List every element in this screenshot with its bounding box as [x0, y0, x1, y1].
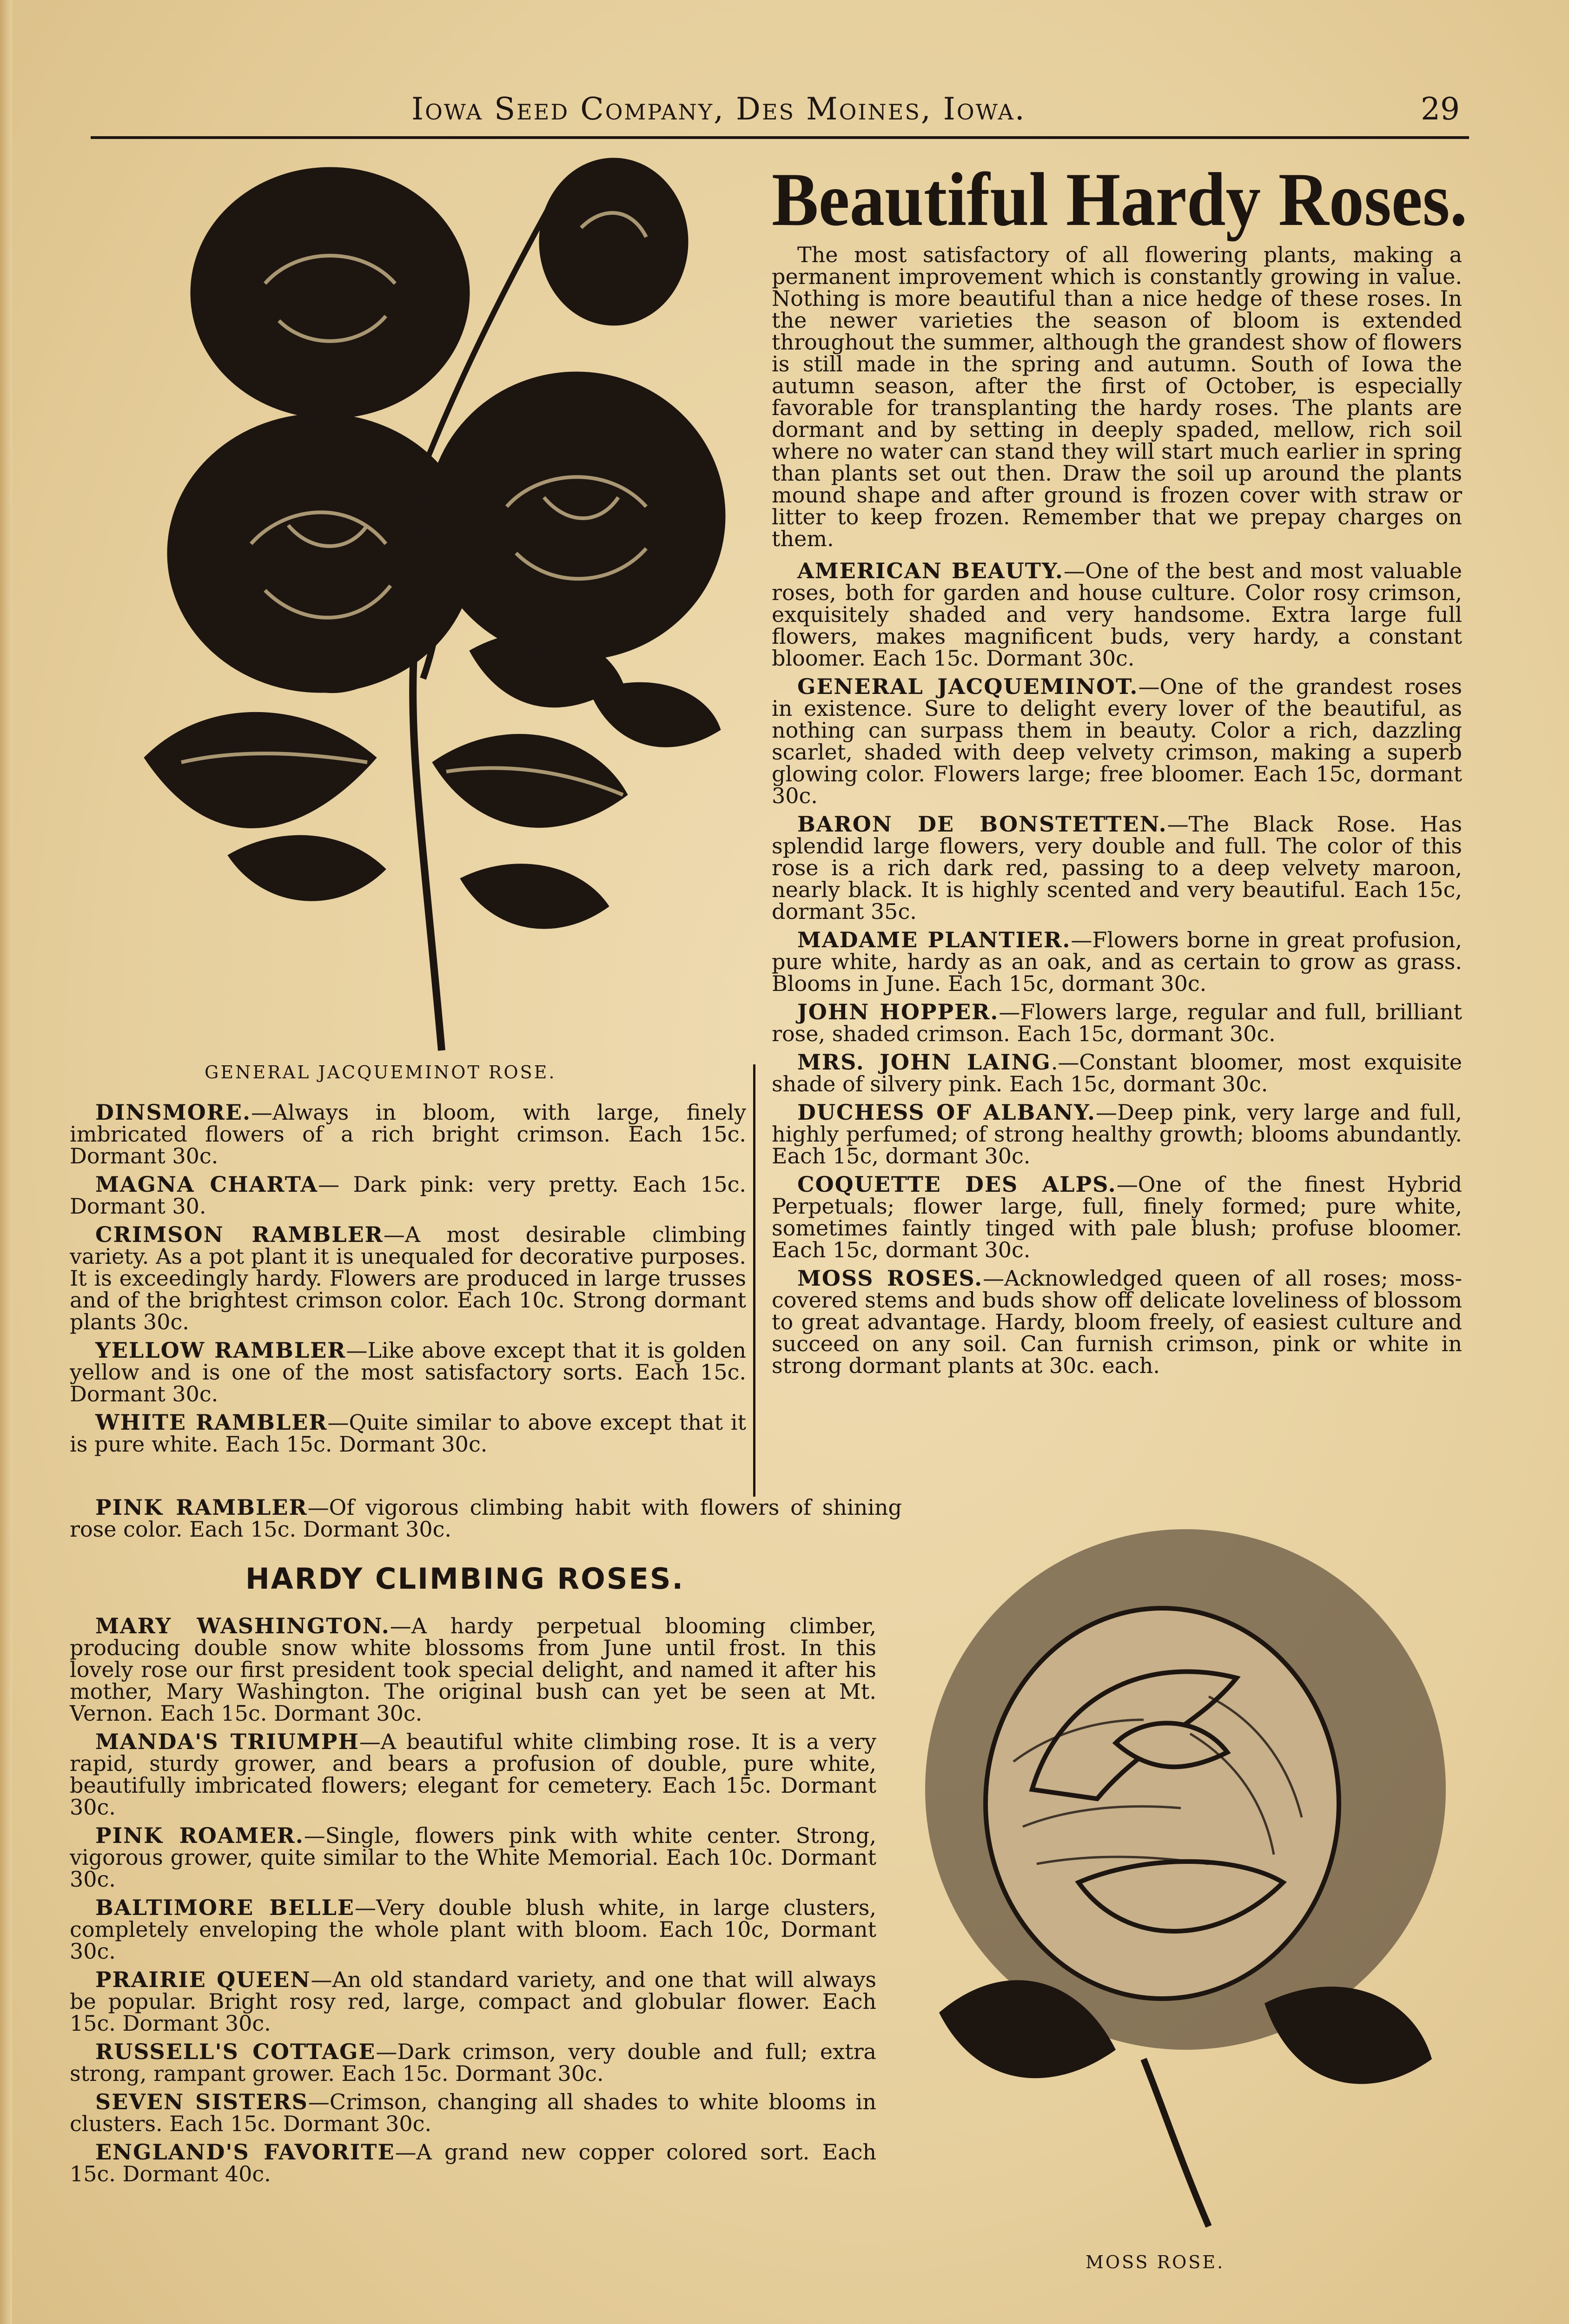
general-jacqueminot-caption: GENERAL JACQUEMINOT ROSE. [205, 1062, 556, 1083]
rose-name: YELLOW RAMBLER [95, 1338, 346, 1363]
rose-description: —A grand new copper colored sort. Each 15c. Dormant 40c. [70, 2139, 876, 2186]
moss-rose-illustration [883, 1501, 1488, 2236]
page-number: 29 [1421, 91, 1460, 127]
rose-name: MOSS ROSES. [797, 1266, 983, 1291]
rose-name: PINK RAMBLER [95, 1495, 308, 1520]
moss-rose-caption: MOSS ROSE. [1086, 2252, 1225, 2272]
rose-name: COQUETTE DES ALPS. [797, 1172, 1117, 1197]
rose-entry [70, 1969, 876, 2034]
rose-name: BARON DE BONSTETTEN. [797, 812, 1167, 837]
rose-entry [70, 1731, 876, 1818]
rose-name: CRIMSON RAMBLER [95, 1222, 384, 1247]
rose-entry [772, 1174, 1462, 1261]
rose-name: BALTIMORE BELLE [95, 1895, 355, 1920]
rose-name: MADAME PLANTIER. [797, 927, 1071, 952]
rose-description: —Crimson, changing all shades to white blooms in clusters. Each 15c. Dormant 30c. [70, 2089, 876, 2136]
rose-description: —An old standard variety, and one that will always be popular. Bright rosy red, large, compact and globular flower. Each 15c. Dormant 30c. [70, 1967, 876, 2036]
rose-name: MARY WASHINGTON. [95, 1613, 390, 1638]
climbing-roses-column [70, 1615, 876, 2192]
rose-description: —Quite similar to above except that it is pure white. Each 15c. Dormant 30c. [70, 1410, 746, 1457]
page-headline: Beautiful Hardy Roses. [772, 158, 1468, 242]
rose-name: MRS. JOHN LAING [797, 1050, 1051, 1075]
rose-name: MAGNA CHARTA [95, 1172, 318, 1197]
rose-name: DINSMORE. [95, 1100, 251, 1125]
rose-name: PRAIRIE QUEEN [95, 1967, 311, 1992]
rose-name: SEVEN SISTERS [95, 2089, 308, 2114]
rose-description: —Single, flowers pink with white center. Strong, vigorous grower, quite similar to the White Memorial. Each 10c. Dormant 30c. [70, 1823, 876, 1892]
right-column [772, 244, 1462, 1383]
rose-entry [70, 1615, 876, 1724]
rose-description: —One of the grandest roses in existence. Sure to delight every lover of the beautiful, as nothing can surpass them in beauty. Color a rich, dazzling scarlet, shaded with deep velvety crimson, making a superb glowing color. Flowers large; free bloomer. Each 15c, dormant 30c. [772, 674, 1462, 808]
rose-entry [70, 1412, 746, 1455]
rose-entry [772, 813, 1462, 923]
rose-entry [70, 2141, 876, 2185]
rose-name: AMERICAN BEAUTY. [797, 558, 1064, 583]
left-column [70, 1102, 746, 1462]
rose-description: —Like above except that it is golden yellow and is one of the most satisfactory sorts. Each 15c. Dormant 30c. [70, 1338, 746, 1406]
rose-entry [772, 1001, 1462, 1045]
header-title: Iowa Seed Company, Des Moines, Iowa. [411, 91, 1026, 127]
rose-name: GENERAL JACQUEMINOT. [797, 674, 1139, 699]
rose-name: PINK ROAMER. [95, 1823, 304, 1848]
rose-name: WHITE RAMBLER [95, 1410, 328, 1435]
rose-description: —Dark crimson, very double and full; extra strong, rampant grower. Each 15c. Dormant 30c. [70, 2039, 876, 2086]
rose-description: —Acknowledged queen of all roses; moss-covered stems and buds show off delicate loveliness of blossom to great advantage. Hardy, bloom freely, of easiest culture and succeed on any soil. Can furnish crimson, pink or white in strong dormant plants at 30c. each. [772, 1266, 1463, 1378]
rose-name: RUSSELL'S COTTAGE [95, 2039, 376, 2064]
general-jacqueminot-rose-illustration [88, 144, 767, 1055]
climbing-roses-heading: HARDY CLIMBING ROSES. [245, 1562, 685, 1596]
rose-description: — Dark pink: very pretty. Each 15c. Dormant 30. [70, 1172, 747, 1219]
rose-entry [70, 1340, 746, 1405]
rose-entry [70, 2041, 876, 2085]
column-divider [753, 1064, 755, 1497]
rose-entry [70, 1497, 902, 1540]
rose-name: MANDA'S TRIUMPH [95, 1729, 359, 1754]
rose-name: JOHN HOPPER. [797, 999, 999, 1024]
rose-description: —A most desirable climbing variety. As a pot plant it is unequaled for decorative purposes. It is exceedingly hardy. Flowers are produced in large trusses and of the brightest crimson color. Each 10c. Strong dormant plants 30c. [70, 1222, 746, 1334]
rose-entry [772, 1051, 1462, 1095]
rose-description: —One of the finest Hybrid Perpetuals; flower large, full, finely formed; pure white, sometimes faintly tinged with pale blush; profuse bloomer. Each 15c, dormant 30c. [772, 1172, 1463, 1262]
intro-paragraph: The most satisfactory of all flowering plants, making a permanent improvement which is constantly growing in value. Nothing is more beautiful than a nice hedge of these roses. In the newer varieties the season of bloom is extended throughout the summer, although the grandest show of flowers is still made in the spring and autumn. South of Iowa the autumn season, after the first of October, is especially favorable for transplanting the hardy roses. The plants are dormant and by setting in deeply spaded, mellow, rich soil where no water can stand they will start much earlier in spring than plants set out then. Draw the soil up around the plants mound shape and after ground is frozen cover with straw or litter to keep frozen. Remember that we prepay charges on them. [772, 242, 1462, 551]
rose-entry [772, 1268, 1462, 1377]
page-header [139, 91, 1478, 133]
rose-description: —Always in bloom, with large, finely imbricated flowers of a rich bright crimson. Each 15c. Dormant 30c. [70, 1100, 746, 1169]
rose-name: DUCHESS OF ALBANY. [797, 1100, 1096, 1125]
rose-entry [70, 1174, 746, 1217]
rose-entry [772, 560, 1462, 669]
rose-description: —Flowers borne in great profusion, pure white, hardy as an oak, and as certain to grow as grass. Blooms in June. Each 15c, dormant 30c. [772, 927, 1462, 996]
rose-description: —Flowers large, regular and full, brilliant rose, shaded crimson. Each 15c, dormant 30c. [772, 999, 1463, 1046]
rose-entry [70, 1825, 876, 1890]
rose-entry [70, 1224, 746, 1333]
header-rule [91, 136, 1469, 139]
rose-entry [70, 1102, 746, 1167]
rose-description: —Deep pink, very large and full, highly perfumed; of strong healthy growth; blooms abundantly. Each 15c, dormant 30c. [772, 1100, 1463, 1169]
rose-description: —A hardy perpetual blooming climber, producing double snow white blossoms from June until frost. In this lovely rose our first president took special delight, and named it after his mother, Mary Washington. The original bush can yet be seen at Mt. Vernon. Each 15c. Dormant 30c. [70, 1613, 876, 1726]
pink-rambler-entry [70, 1497, 902, 1540]
rose-entry [772, 929, 1462, 995]
rose-entry [70, 1897, 876, 1962]
rose-description: —Very double blush white, in large clusters, completely enveloping the whole plant with bloom. Each 10c, Dormant 30c. [70, 1895, 876, 1964]
rose-description: .—Constant bloomer, most exquisite shade of silvery pink. Each 15c, dormant 30c. [772, 1050, 1462, 1096]
rose-name: ENGLAND'S FAVORITE [95, 2139, 395, 2165]
rose-entry [772, 676, 1462, 807]
page-edge [0, 0, 12, 2324]
rose-description: —The Black Rose. Has splendid large flowers, very double and full. The color of this rose is a rich dark red, passing to a deep velvety maroon, nearly black. It is highly scented and very beautiful. Each 15c, dormant 35c. [772, 812, 1462, 924]
rose-description: —Of vigorous climbing habit with flowers of shining rose color. Each 15c. Dormant 30c. [70, 1495, 902, 1542]
rose-entry [772, 1102, 1462, 1167]
rose-description: —A beautiful white climbing rose. It is a very rapid, sturdy grower, and bears a profusion of double, pure white, beautifully imbricated flowers; elegant for cemetery. Each 15c. Dormant 30c. [70, 1729, 876, 1820]
rose-entry [70, 2091, 876, 2135]
rose-description: —One of the best and most valuable roses, both for garden and house culture. Color rosy crimson, exquisitely shaded and very handsome. Extra large full flowers, makes magnificent buds, very hardy, a constant bloomer. Each 15c. Dormant 30c. [772, 558, 1462, 671]
